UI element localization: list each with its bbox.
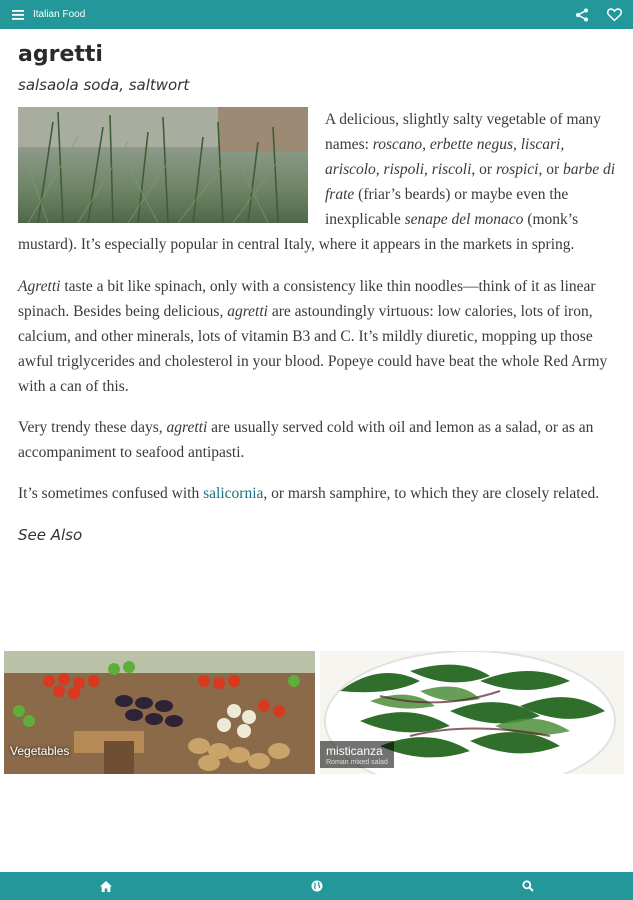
see-also-cards [4, 651, 624, 774]
app-title: Italian Food [33, 9, 86, 20]
app-bar [0, 0, 633, 29]
entry-title: agretti [18, 42, 103, 67]
misticanza-title: misticanza [326, 744, 383, 758]
home-icon[interactable] [86, 872, 126, 900]
see-also-heading: See Also [18, 526, 83, 544]
search-icon[interactable] [508, 872, 548, 900]
heart-icon[interactable] [605, 6, 623, 24]
bottom-nav [0, 872, 633, 900]
globe-icon[interactable] [297, 872, 337, 900]
misticanza-subtitle: Roman mixed salad [326, 759, 388, 766]
paragraph-1 [18, 107, 618, 257]
agretti-photo [18, 107, 308, 223]
see-also-card-misticanza[interactable] [320, 651, 624, 774]
paragraph-1-text: A delicious, slightly salty vegetable of many names: roscano, erbette negus, liscari, ariscolo, rispoli, riscoli, or rospici, or barbe di frate (friar’s beards) or maybe even the inexplicable senape del monaco (monk’s mustard). It’s especially popular in central Italy, where it appears in the markets in spring. [18, 111, 616, 253]
see-also-card-vegetables[interactable] [4, 651, 315, 774]
article [18, 40, 618, 544]
misticanza-caption [320, 741, 394, 768]
share-icon[interactable] [573, 6, 591, 24]
vegetables-title: Vegetables [10, 744, 70, 758]
entry-aliases: salsaola soda, saltwort [18, 76, 190, 94]
paragraph-3: Very trendy these days, agretti are usually served cold with oil and lemon as a salad, or as an accompaniment to seafood antipasti. [18, 419, 594, 461]
paragraph-2: Agretti taste a bit like spinach, only with a consistency like thin noodles—think of it as linear spinach. Besides being delicious, agretti are astoundingly virtuous: low calories, lots of iron, calcium, and other minerals, lots of vitamin B3 and C. It’s mildly diuretic, mopping up those awful triglycerides and cholesterol in your blood. Popeye could have beat the whole Red Army with a can of this. [18, 278, 608, 395]
salicornia-link[interactable]: salicornia [203, 485, 264, 502]
paragraph-4: It’s sometimes confused with salicornia, or marsh samphire, to which they are closely related. [18, 485, 600, 502]
menu-icon[interactable] [6, 0, 30, 29]
app-bar-actions [573, 0, 623, 29]
